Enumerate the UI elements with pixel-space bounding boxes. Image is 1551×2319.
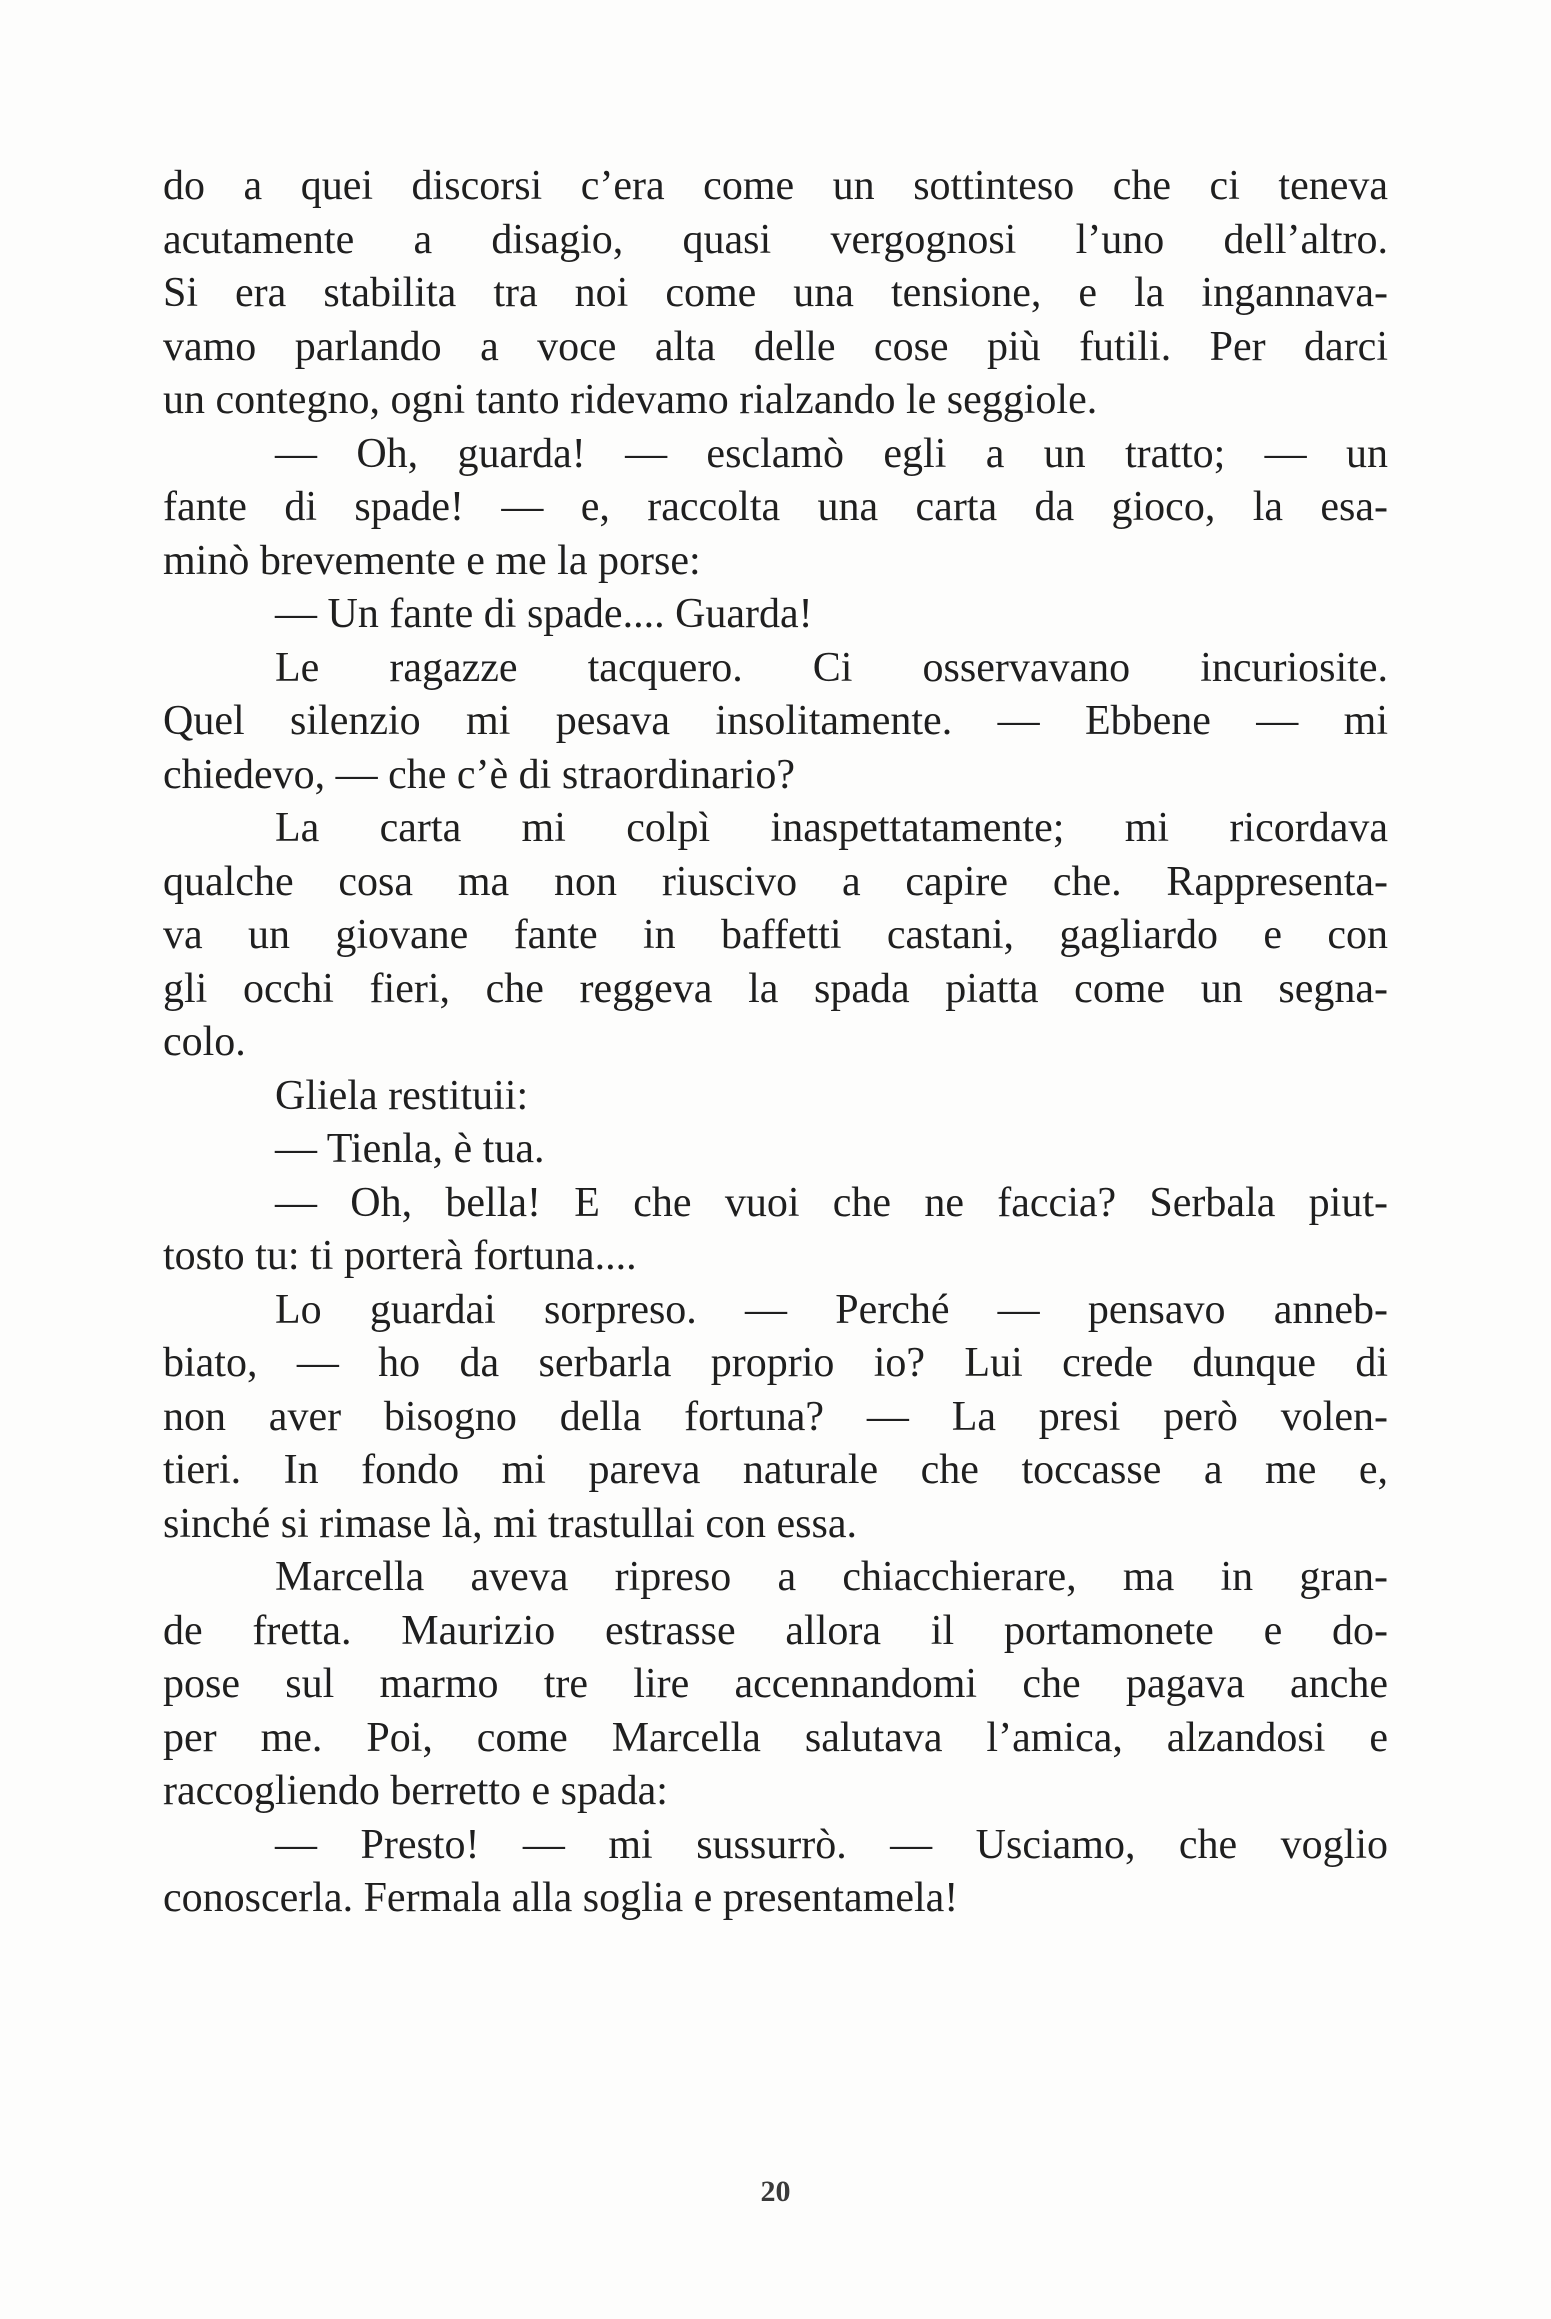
text-line: Quel silenzio mi pesava insolitamente. — Ebbene — mi — [163, 698, 1388, 744]
text-line: La carta mi colpì inaspettatamente; mi ricordava — [275, 805, 1388, 851]
text-line: — Oh, bella! E che vuoi che ne faccia? Serbala piut- — [275, 1179, 1388, 1226]
text-line: de fretta. Maurizio estrasse allora il portamonete e do- — [163, 1607, 1388, 1654]
text-line: qualche cosa ma non riuscivo a capire che. Rappresenta- — [163, 858, 1388, 905]
text-line: un contegno, ogni tanto ridevamo rialzando le seggiole. — [163, 377, 1098, 423]
text-line: conoscerla. Fermala alla soglia e presentamela! — [163, 1875, 959, 1921]
text-line: pose sul marmo tre lire accennandomi che pagava anche — [163, 1661, 1388, 1707]
text-line: per me. Poi, come Marcella salutava l’amica, alzandosi e — [163, 1714, 1388, 1761]
text-line: — Un fante di spade.... Guarda! — [275, 591, 813, 637]
text-line: Le ragazze tacquero. Ci osservavano incuriosite. — [275, 644, 1388, 691]
text-line: Si era stabilita tra noi come una tensione, e la ingannava- — [163, 270, 1388, 316]
text-line: — Oh, guarda! — esclamò egli a un tratto; — un — [275, 430, 1388, 477]
text-line: fante di spade! — e, raccolta una carta da gioco, la esa- — [163, 484, 1388, 530]
text-line: gli occhi fieri, che reggeva la spada piatta come un segna- — [163, 965, 1388, 1012]
text-line: tosto tu: ti porterà fortuna.... — [163, 1233, 637, 1279]
text-line: non aver bisogno della fortuna? — La presi però volen- — [163, 1393, 1388, 1440]
text-line: biato, — ho da serbarla proprio io? Lui crede dunque di — [163, 1340, 1388, 1386]
text-line: colo. — [163, 1019, 246, 1065]
text-line: Lo guardai sorpreso. — Perché — pensavo anneb- — [275, 1286, 1388, 1333]
text-line: sinché si rimase là, mi trastullai con essa. — [163, 1500, 857, 1547]
body-text — [163, 160, 1388, 1926]
text-line: chiedevo, — che c’è di straordinario? — [163, 751, 796, 798]
text-line: va un giovane fante in baffetti castani, gagliardo e con — [163, 912, 1388, 958]
text-line: minò brevemente e me la porse: — [163, 537, 701, 584]
text-line: vamo parlando a voce alta delle cose più futili. Per darci — [163, 323, 1388, 370]
page-number: 20 — [760, 2175, 791, 2208]
text-line: — Tienla, è tua. — [275, 1126, 545, 1172]
text-line: raccogliendo berretto e spada: — [163, 1768, 668, 1814]
text-line: Gliela restituii: — [275, 1072, 529, 1119]
text-line: — Presto! — mi sussurrò. — Usciamo, che voglio — [275, 1821, 1388, 1868]
text-line: tieri. In fondo mi pareva naturale che toccasse a me e, — [163, 1447, 1388, 1493]
text-line: do a quei discorsi c’era come un sottinteso che ci teneva — [163, 163, 1388, 209]
text-line: acutamente a disagio, quasi vergognosi l’uno dell’altro. — [163, 216, 1388, 263]
text-line: Marcella aveva ripreso a chiacchierare, ma in gran- — [275, 1554, 1388, 1600]
